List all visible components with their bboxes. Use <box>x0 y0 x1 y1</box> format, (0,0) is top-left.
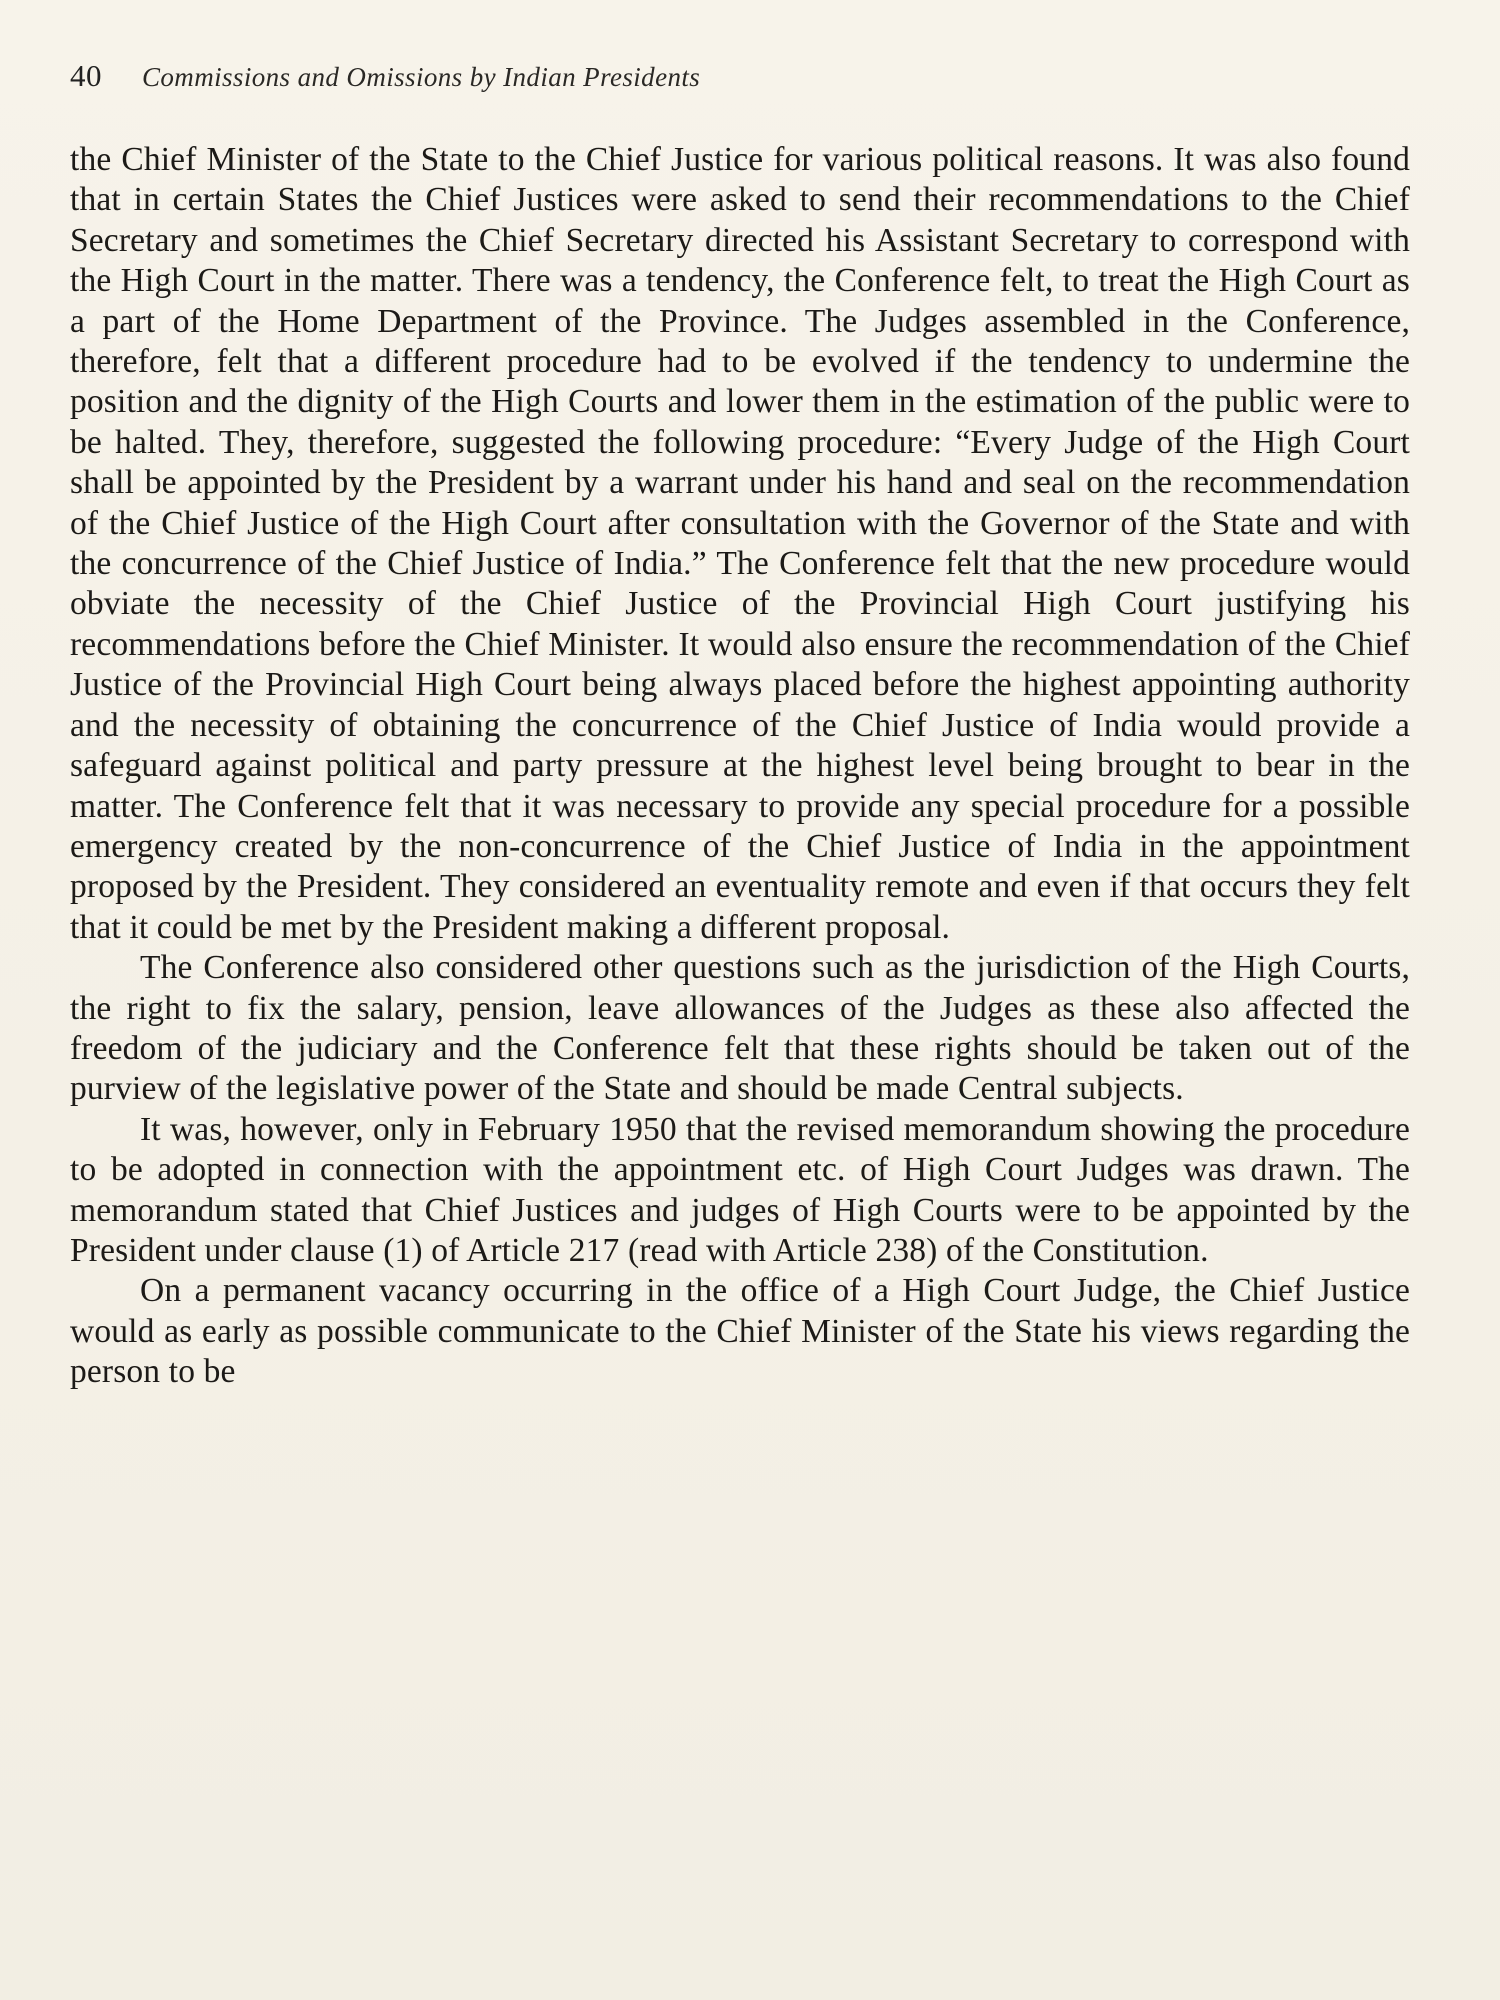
page-number: 40 <box>70 58 102 93</box>
running-title: Commissions and Omissions by Indian Presidents <box>142 62 701 92</box>
paragraph-continued: the Chief Minister of the State to the Chief Justice for various political reasons. It was also found that in certain States the Chief Justices were asked to send their recommendations to the Chief Secretary and sometimes the Chief Secretary directed his Assistant Secretary to correspond with the High Court in the matter. There was a tendency, the Conference felt, to treat the High Court as a part of the Home Department of the Province. The Judges assembled in the Conference, therefore, felt that a different procedure had to be evolved if the tendency to undermine the position and the dignity of the High Courts and lower them in the estimation of the public were to be halted. They, therefore, suggested the following procedure: “Every Judge of the High Court shall be appointed by the President by a warrant under his hand and seal on the recommendation of the Chief Justice of the High Court after consultation with the Governor of the State and with the concurrence of the Chief Justice of India.” The Conference felt that the new procedure would obviate the necessity of the Chief Justice of the Provincial High Court justifying his recommendations before the Chief Minister. It would also ensure the recommendation of the Chief Justice of the Provincial High Court being always placed before the highest appointing authority and the necessity of obtaining the concurrence of the Chief Justice of India would provide a safeguard against political and party pressure at the highest level being brought to bear in the matter. The Conference felt that it was necessary to provide any special procedure for a possible emergency created by the non-concurrence of the Chief Justice of India in the appointment proposed by the President. They considered an eventuality remote and even if that occurs they felt that it could be met by the President making a different proposal. <box>70 141 1410 946</box>
paragraph-revised-memorandum: It was, however, only in February 1950 that the revised memorandum showing the procedure to be adopted in connection with the appointment etc. of High Court Judges was drawn. The memorandum stated that Chief Justices and judges of High Courts were to be appointed by the President under clause (1) of Article 217 (read with Article 238) of the Constitution. <box>70 1110 1410 1269</box>
body-text <box>70 140 1410 1393</box>
running-head <box>70 58 1440 102</box>
paragraph-conference-questions: The Conference also considered other questions such as the jurisdiction of the High Courts, the right to fix the salary, pension, leave allowances of the Judges as these also affected the freedom of the judiciary and the Conference felt that these rights should be taken out of the purview of the legislative power of the State and should be made Central subjects. <box>70 949 1410 1108</box>
paragraph-permanent-vacancy: On a permanent vacancy occurring in the office of a High Court Judge, the Chief Justice would as early as possible communicate to the Chief Minister of the State his views regarding the person to be <box>70 1272 1410 1391</box>
